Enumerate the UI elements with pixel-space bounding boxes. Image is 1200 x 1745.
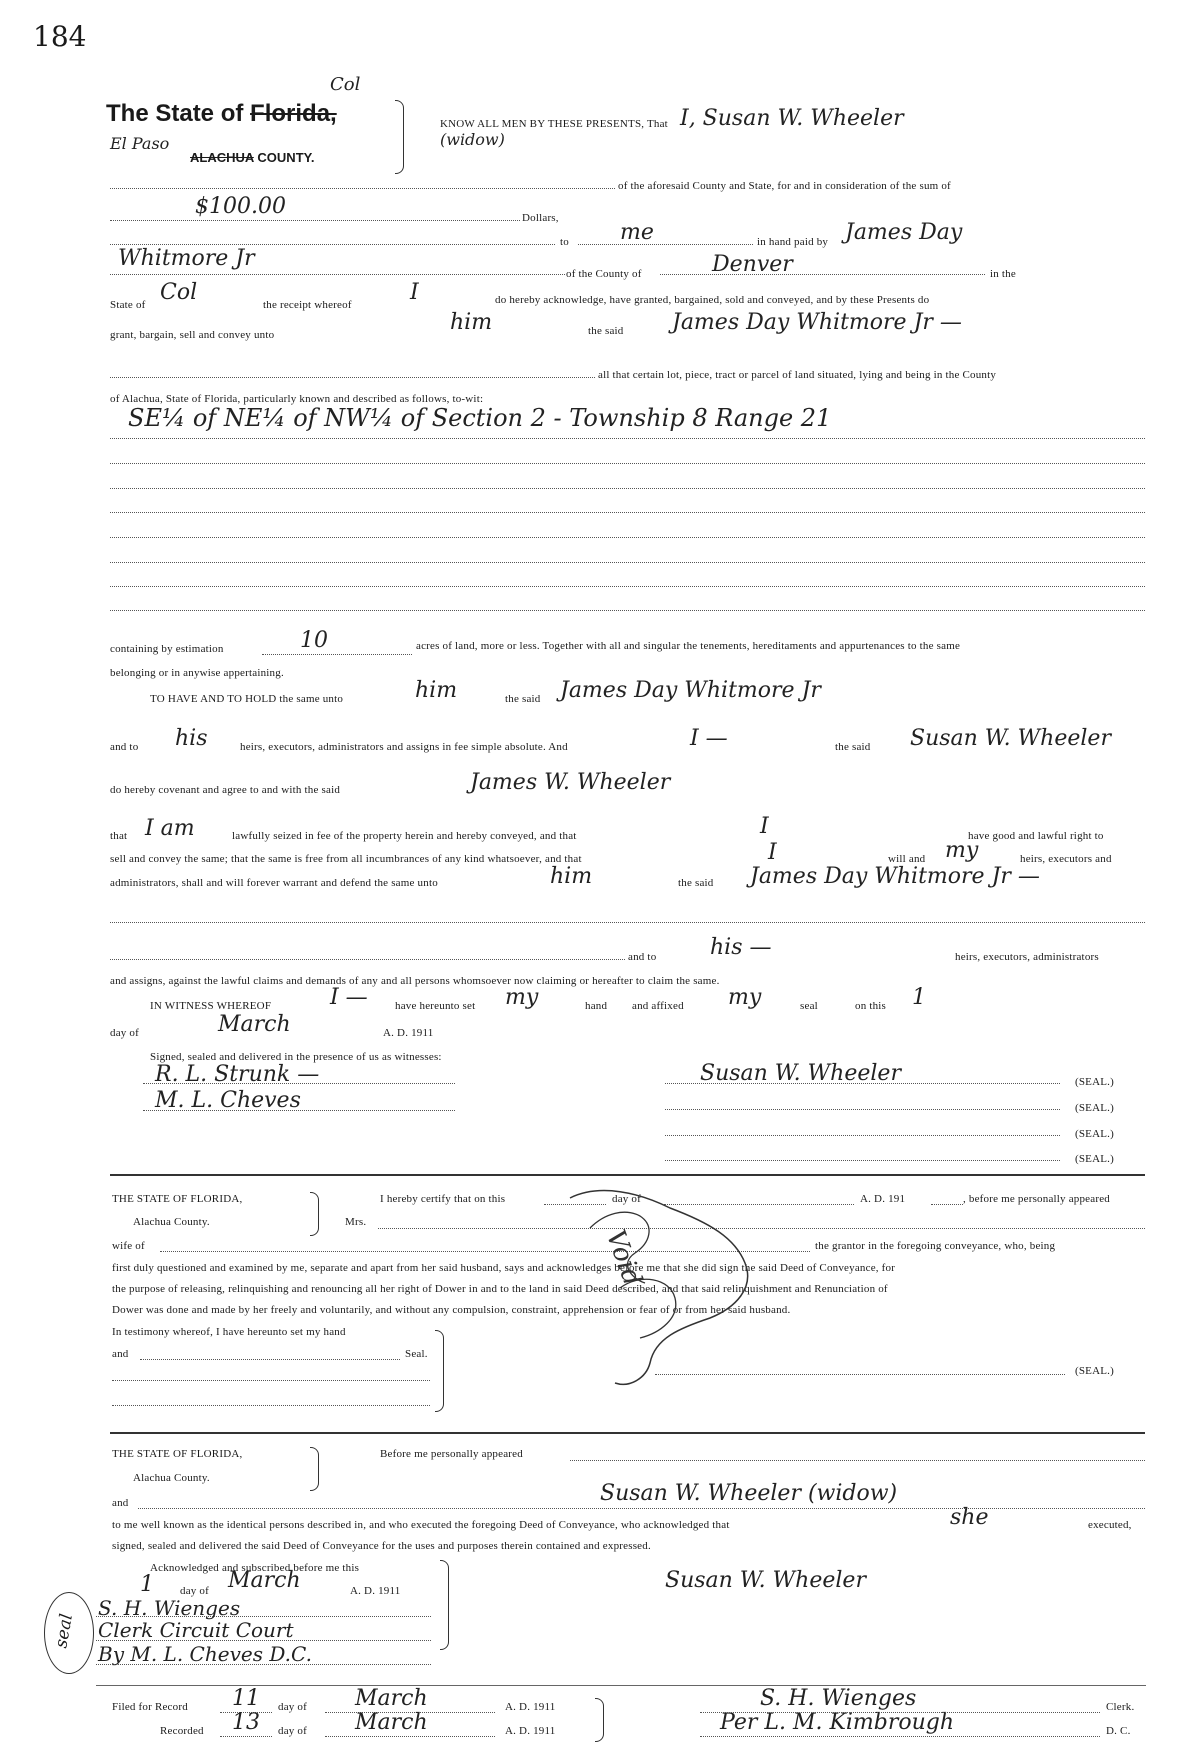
name-2: Susan W. Wheeler — [910, 726, 1111, 751]
ack-signature: Susan W. Wheeler — [665, 1568, 866, 1593]
dower-seal-brace — [435, 1330, 444, 1412]
ack-and: and — [112, 1497, 129, 1509]
clerk-signature: S. H. Wienges — [760, 1686, 917, 1711]
seal-stamp — [44, 1592, 94, 1674]
consideration-text: of the aforesaid County and State, for and in consideration of the sum of — [618, 180, 951, 192]
seal-3: (SEAL.) — [1075, 1128, 1114, 1140]
witness-2: M. L. Cheves — [155, 1088, 301, 1113]
title-state: State — [155, 100, 215, 127]
ack-county: Alachua County. — [133, 1472, 210, 1484]
dower-seal-word: Seal. — [405, 1348, 428, 1360]
covenant-name: James W. Wheeler — [470, 770, 671, 795]
ack-executed: executed, — [1088, 1519, 1132, 1531]
ack-ad-text: A. D. 191 — [350, 1585, 395, 1597]
title-of: of — [220, 100, 244, 127]
ack-ad — [350, 1585, 400, 1597]
amount: $100.00 — [195, 194, 286, 219]
dower-ad: A. D. 191 — [860, 1193, 906, 1205]
affixed-label: and affixed — [632, 1000, 684, 1012]
state-of-label: State of — [110, 299, 146, 311]
ack-state: THE STATE OF FLORIDA, — [112, 1448, 243, 1460]
his-value: his — [175, 726, 208, 751]
dower-testimony: In testimony whereof, I have hereunto set my hand — [112, 1326, 346, 1338]
dower-certify: I hereby certify that on this — [380, 1193, 506, 1205]
dower-line-3: Dower was done and made by her freely and voluntarily, and without any compulsion, constraint, apprehension or fear of or from her said husband. — [112, 1304, 791, 1316]
estimation-label: containing by estimation — [110, 643, 224, 655]
sell-value: I — [768, 840, 777, 865]
ack-official-1: S. H. Wienges — [98, 1596, 241, 1620]
admin-said: the said — [678, 877, 714, 889]
ack-year: 1 — [394, 1585, 401, 1597]
filed-year: 1 — [549, 1701, 556, 1713]
dower-wife-of: wife of — [112, 1240, 145, 1252]
to-value: me — [620, 220, 654, 245]
paid-by-label: in hand paid by — [757, 236, 829, 248]
admin-text: administrators, shall and will forever warrant and defend the same unto — [110, 877, 438, 889]
dower-mrs: Mrs. — [345, 1216, 367, 1228]
ack-before: Before me personally appeared — [380, 1448, 523, 1460]
on-this-label: on this — [855, 1000, 887, 1012]
hand-label: hand — [585, 1000, 608, 1012]
witness-value: I — — [330, 985, 368, 1010]
ack-official-brace — [440, 1560, 449, 1650]
have-hold-text: TO HAVE AND TO HOLD the same unto — [150, 693, 344, 705]
receipt-label: the receipt whereof — [263, 299, 352, 311]
filed-day: 11 — [232, 1686, 260, 1711]
dower-brace — [310, 1192, 319, 1236]
grantee-full: James Day Whitmore Jr — — [672, 310, 962, 335]
acknowledge-text: do hereby acknowledge, have granted, bargained, sold and conveyed, and by these Presents do — [495, 294, 930, 306]
am-value: I am — [145, 816, 195, 841]
rec-month: March — [355, 1710, 428, 1735]
dower-county: Alachua County. — [133, 1216, 210, 1228]
record-brace — [595, 1698, 604, 1742]
filed-label: Filed for Record — [112, 1701, 188, 1713]
acres-text: acres of land, more or less. Together with all and singular the tenements, hereditaments and appurtenances to the same — [416, 640, 961, 652]
seized-text: lawfully seized in fee of the property herein and hereby conveyed, and that — [232, 830, 577, 842]
rec-year: 1 — [549, 1725, 556, 1737]
seal-2: (SEAL.) — [1075, 1102, 1114, 1114]
county-word: COUNTY. — [257, 150, 315, 165]
rec-ad — [505, 1725, 555, 1737]
his-2: his — — [710, 935, 772, 960]
will-and-label: will and — [888, 853, 926, 865]
admin-name: James Day Whitmore Jr — — [750, 864, 1040, 889]
dower-line-2: the purpose of releasing, relinquishing and renouncing all her right of Dower in and to the land in said Deed described, and that said relinquishment and Renunciation of — [112, 1283, 888, 1295]
ad-label — [383, 1027, 433, 1039]
and-to-label: and to — [110, 741, 139, 753]
grantee-first: James Day — [845, 220, 963, 245]
good-right-text: have good and lawful right to — [968, 830, 1104, 842]
ack-signed: signed, sealed and delivered the said Deed of Conveyance for the uses and purposes therein contained and expressed. — [112, 1540, 651, 1552]
signed-text: Signed, sealed and delivered in the presence of us as witnesses: — [150, 1051, 442, 1063]
heirs-text: heirs, executors, administrators and assigns in fee simple absolute. And — [240, 741, 568, 753]
rec-day-of: day of — [278, 1725, 307, 1737]
section-divider-2 — [110, 1432, 1145, 1434]
belonging-text: belonging or in anywise appertaining. — [110, 667, 284, 679]
grantor-note: (widow) — [440, 130, 505, 149]
heading-brace — [395, 100, 404, 174]
ack-official-2: Clerk Circuit Court — [98, 1618, 294, 1642]
ack-official-3: By M. L. Cheves D.C. — [98, 1642, 312, 1666]
dower-seal: (SEAL.) — [1075, 1365, 1114, 1377]
ad-text: A. D. 191 — [383, 1027, 428, 1039]
title-state-insert: Col — [330, 74, 361, 95]
dower-day-of: day of — [612, 1193, 641, 1205]
in-the-label: in the — [990, 268, 1016, 280]
admin-value: him — [550, 864, 593, 889]
dc-signature: Per L. M. Kimbrough — [720, 1710, 955, 1735]
know-all-men: KNOW ALL MEN BY THESE PRESENTS, That — [440, 118, 668, 130]
and-value: I — — [690, 726, 728, 751]
county-heading — [190, 150, 314, 165]
clerk-label: Clerk. — [1106, 1701, 1135, 1713]
assigns-text: and assigns, against the lawful claims and demands of any and all persons whomsoever now claiming or hereafter to claim the same. — [110, 975, 720, 987]
affixed-value: my — [728, 985, 762, 1010]
title-florida-struck: Florida, — [250, 100, 337, 127]
county-insert: El Paso — [110, 134, 170, 153]
dollars-label: Dollars, — [522, 212, 559, 224]
rec-ad-text: A. D. 191 — [505, 1725, 550, 1737]
seized-value: I — [760, 814, 769, 839]
void-scribble-mark — [560, 1178, 820, 1398]
title-the: The — [106, 100, 149, 127]
state-value: Col — [160, 280, 198, 305]
seal-4: (SEAL.) — [1075, 1153, 1114, 1165]
filed-day-of: day of — [278, 1701, 307, 1713]
set-text: have hereunto set — [395, 1000, 476, 1012]
seal-label: seal — [800, 1000, 818, 1012]
the-said-label: the said — [588, 325, 624, 337]
ack-day-of: day of — [180, 1585, 209, 1597]
ack-known: to me well known as the identical persons described in, and who executed the foregoing Deed of Conveyance, who acknowledged that — [112, 1519, 730, 1531]
receipt-value: I — [410, 280, 419, 305]
recorded-label: Recorded — [160, 1725, 204, 1737]
void-mark: Void — [599, 1225, 648, 1290]
land-description: SE¼ of NE¼ of NW¼ of Section 2 - Township 8 Range 21 — [128, 404, 832, 432]
and-to-2: and to — [628, 951, 657, 963]
that-label: that — [110, 830, 128, 842]
alachua-text: of Alachua, State of Florida, particularly known and described as follows, to-wit: — [110, 393, 484, 405]
of-county-label: of the County of — [566, 268, 642, 280]
document-title — [106, 100, 337, 128]
county-value: Denver — [712, 252, 793, 277]
to-label: to — [560, 236, 569, 248]
ack-brace — [310, 1447, 319, 1491]
unto-value: him — [450, 310, 493, 335]
month-value: March — [218, 1012, 291, 1037]
dower-and: and — [112, 1348, 129, 1360]
set-value: my — [505, 985, 539, 1010]
dower-state: THE STATE OF FLORIDA, — [112, 1193, 243, 1205]
said-2: the said — [835, 741, 871, 753]
dc-label: D. C. — [1106, 1725, 1131, 1737]
day-of-label: day of — [110, 1027, 139, 1039]
rec-day: 13 — [232, 1710, 260, 1735]
ack-subscribed: Acknowledged and subscribed before me this — [150, 1562, 360, 1574]
grantee-second: Whitmore Jr — [118, 246, 255, 271]
witness-1: R. L. Strunk — — [155, 1062, 320, 1087]
hold-name: James Day Whitmore Jr — [560, 678, 821, 703]
seal-1: (SEAL.) — [1075, 1076, 1114, 1088]
filed-ad-text: A. D. 191 — [505, 1701, 550, 1713]
heirs-exec-text: heirs, executors and — [1020, 853, 1112, 865]
dower-line-1: first duly questioned and examined by me, separate and apart from her said husband, says and acknowledges before me that she did sign the said Deed of Conveyance, for — [112, 1262, 896, 1274]
filed-ad — [505, 1701, 555, 1713]
dower-before: , before me personally appeared — [963, 1193, 1110, 1205]
ack-she: she — [950, 1505, 989, 1530]
sell-text: sell and convey the same; that the same is free from all incumbrances of any kind whatsoever, and that — [110, 853, 582, 865]
section-divider-1 — [110, 1174, 1145, 1176]
ack-name: Susan W. Wheeler (widow) — [600, 1481, 898, 1506]
grantor-signature: Susan W. Wheeler — [700, 1061, 901, 1086]
year-value: 1 — [427, 1027, 434, 1039]
covenant-text: do hereby covenant and agree to and with the said — [110, 784, 341, 796]
filed-month: March — [355, 1686, 428, 1711]
seal-stamp-text: seal — [51, 1612, 78, 1650]
hold-value: him — [415, 678, 458, 703]
page-number: 184 — [33, 20, 87, 53]
heirs-2: heirs, executors, administrators — [955, 951, 1099, 963]
ack-month: March — [228, 1568, 301, 1593]
grantor-name: I, Susan W. Wheeler — [680, 106, 904, 131]
witness-text: IN WITNESS WHEREOF — [150, 1000, 272, 1012]
my-value: my — [945, 838, 979, 863]
dower-grantor-text: the grantor in the foregoing conveyance, who, being — [815, 1240, 1056, 1252]
day-value: 1 — [912, 985, 926, 1010]
ack-day: 1 — [140, 1572, 154, 1597]
lot-text: all that certain lot, piece, tract or parcel of land situated, lying and being in the County — [598, 369, 997, 381]
hold-said: the said — [505, 693, 541, 705]
acres-value: 10 — [300, 628, 328, 653]
grant-text: grant, bargain, sell and convey unto — [110, 329, 275, 341]
county-struck: ALACHUA — [190, 150, 254, 165]
